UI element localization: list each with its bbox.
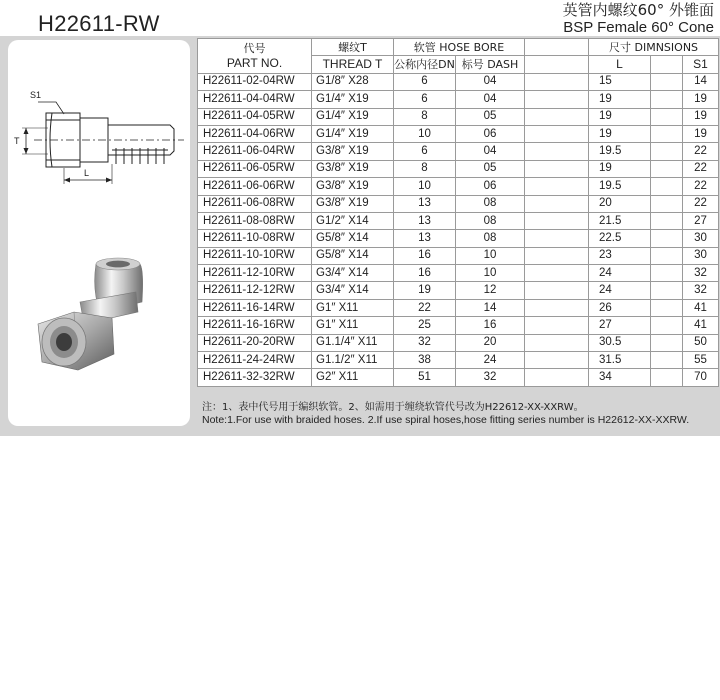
cell-blank bbox=[525, 369, 589, 386]
cell-blank bbox=[525, 230, 589, 247]
cell-blank bbox=[525, 160, 589, 177]
cell-blank bbox=[525, 212, 589, 229]
cell-thread: G1.1/2″ X11 bbox=[312, 352, 394, 369]
cell-bore-dash: 08 bbox=[456, 212, 525, 229]
cell-thread: G1″ X11 bbox=[312, 317, 394, 334]
table-row bbox=[198, 195, 719, 212]
table-row bbox=[198, 73, 719, 90]
cell-part-no: H22611-06-05RW bbox=[198, 160, 312, 177]
table-row bbox=[198, 160, 719, 177]
header-thread-en: THREAD T bbox=[312, 56, 394, 73]
cell-thread: G3/8″ X19 bbox=[312, 178, 394, 195]
cell-blank bbox=[651, 125, 683, 142]
cell-blank bbox=[651, 317, 683, 334]
cell-bore-dn: 10 bbox=[394, 125, 456, 142]
cell-blank bbox=[651, 230, 683, 247]
cell-bore-dash: 04 bbox=[456, 143, 525, 160]
cell-dim-s1: 30 bbox=[683, 247, 719, 264]
cell-blank bbox=[525, 125, 589, 142]
cell-bore-dash: 08 bbox=[456, 195, 525, 212]
cell-dim-l: 19 bbox=[589, 125, 651, 142]
cell-thread: G3/8″ X19 bbox=[312, 195, 394, 212]
cell-bore-dash: 06 bbox=[456, 125, 525, 142]
cell-dim-s1: 41 bbox=[683, 317, 719, 334]
cell-part-no: H22611-32-32RW bbox=[198, 369, 312, 386]
cell-bore-dash: 10 bbox=[456, 265, 525, 282]
cell-bore-dn: 51 bbox=[394, 369, 456, 386]
label-l: L bbox=[84, 168, 90, 178]
header-part-cn: 代号 bbox=[243, 41, 266, 55]
cell-bore-dn: 8 bbox=[394, 160, 456, 177]
table-row bbox=[198, 212, 719, 229]
cell-blank bbox=[525, 73, 589, 90]
cell-part-no: H22611-06-06RW bbox=[198, 178, 312, 195]
cell-dim-s1: 30 bbox=[683, 230, 719, 247]
cell-part-no: H22611-08-08RW bbox=[198, 212, 312, 229]
header-blank-1 bbox=[525, 39, 589, 56]
cell-dim-l: 24 bbox=[589, 265, 651, 282]
cell-bore-dash: 20 bbox=[456, 334, 525, 351]
cell-dim-s1: 70 bbox=[683, 369, 719, 386]
footnote-cn: 注：1、表中代号用于编织软管。2、如需用于缠绕软管代号改为H22612-XX-XXRW。 bbox=[202, 402, 584, 413]
cell-bore-dash: 05 bbox=[456, 160, 525, 177]
cell-thread: G1/4″ X19 bbox=[312, 91, 394, 108]
fitting-photo bbox=[8, 250, 190, 426]
table-row bbox=[198, 369, 719, 386]
cell-bore-dash: 14 bbox=[456, 299, 525, 316]
cell-dim-l: 15 bbox=[589, 73, 651, 90]
table-row bbox=[198, 282, 719, 299]
cell-dim-l: 30.5 bbox=[589, 334, 651, 351]
cell-blank bbox=[651, 143, 683, 160]
header-part-no bbox=[198, 39, 312, 74]
header-hose-bore: 软管 HOSE BORE bbox=[394, 39, 525, 56]
cell-blank bbox=[651, 334, 683, 351]
cell-part-no: H22611-02-04RW bbox=[198, 73, 312, 90]
table-row bbox=[198, 247, 719, 264]
cell-dim-l: 19.5 bbox=[589, 178, 651, 195]
cell-dim-l: 20 bbox=[589, 195, 651, 212]
cell-dim-s1: 27 bbox=[683, 212, 719, 229]
cell-thread: G1/4″ X19 bbox=[312, 108, 394, 125]
subtitle-english: BSP Female 60° Cone bbox=[563, 19, 714, 36]
spec-table-container bbox=[197, 38, 718, 387]
cell-bore-dn: 16 bbox=[394, 265, 456, 282]
cell-blank bbox=[651, 178, 683, 195]
cell-dim-l: 24 bbox=[589, 282, 651, 299]
table-row bbox=[198, 265, 719, 282]
cell-bore-dn: 25 bbox=[394, 317, 456, 334]
header-dim-s1: S1 bbox=[683, 56, 719, 73]
header-bore-dn: 公称内径DN bbox=[394, 56, 456, 73]
cell-bore-dn: 19 bbox=[394, 282, 456, 299]
table-row bbox=[198, 299, 719, 316]
cell-blank bbox=[525, 91, 589, 108]
subtitle-chinese: 英管内螺纹60° 外锥面 bbox=[562, 1, 714, 19]
cell-part-no: H22611-04-06RW bbox=[198, 125, 312, 142]
header-blank-3 bbox=[651, 56, 683, 73]
cell-dim-s1: 22 bbox=[683, 195, 719, 212]
label-s1: S1 bbox=[30, 90, 42, 100]
spec-table bbox=[197, 38, 719, 387]
cell-dim-l: 26 bbox=[589, 299, 651, 316]
footnote-en: Note:1.For use with braided hoses. 2.If use spiral hoses,hose fitting series number is H22612-XX-XXRW. bbox=[202, 414, 690, 426]
cell-bore-dash: 06 bbox=[456, 178, 525, 195]
cell-part-no: H22611-04-04RW bbox=[198, 91, 312, 108]
cell-thread: G2″ X11 bbox=[312, 369, 394, 386]
cell-blank bbox=[651, 299, 683, 316]
label-t: T bbox=[14, 136, 20, 146]
cell-bore-dn: 8 bbox=[394, 108, 456, 125]
cell-dim-l: 19 bbox=[589, 160, 651, 177]
cell-blank bbox=[651, 91, 683, 108]
cell-blank bbox=[651, 108, 683, 125]
cell-blank bbox=[651, 212, 683, 229]
cell-bore-dash: 12 bbox=[456, 282, 525, 299]
table-row bbox=[198, 143, 719, 160]
cell-thread: G1.1/4″ X11 bbox=[312, 334, 394, 351]
cell-part-no: H22611-10-10RW bbox=[198, 247, 312, 264]
cell-bore-dn: 13 bbox=[394, 212, 456, 229]
cell-blank bbox=[651, 73, 683, 90]
cell-blank bbox=[651, 160, 683, 177]
cell-dim-s1: 22 bbox=[683, 178, 719, 195]
fitting-drawing bbox=[8, 40, 190, 200]
cell-blank bbox=[651, 247, 683, 264]
table-row bbox=[198, 108, 719, 125]
cell-bore-dn: 38 bbox=[394, 352, 456, 369]
header-blank-2 bbox=[525, 56, 589, 73]
footnote bbox=[202, 401, 689, 427]
cell-part-no: H22611-12-12RW bbox=[198, 282, 312, 299]
cell-dim-l: 27 bbox=[589, 317, 651, 334]
cell-dim-l: 34 bbox=[589, 369, 651, 386]
header-bore-dash: 标号 DASH bbox=[456, 56, 525, 73]
cell-part-no: H22611-20-20RW bbox=[198, 334, 312, 351]
cell-thread: G3/8″ X19 bbox=[312, 160, 394, 177]
cell-thread: G1/4″ X19 bbox=[312, 125, 394, 142]
cell-blank bbox=[525, 265, 589, 282]
header-dim-l: L bbox=[589, 56, 651, 73]
table-row bbox=[198, 317, 719, 334]
cell-dim-l: 23 bbox=[589, 247, 651, 264]
cell-thread: G3/4″ X14 bbox=[312, 282, 394, 299]
table-row bbox=[198, 230, 719, 247]
cell-blank bbox=[525, 108, 589, 125]
table-row bbox=[198, 125, 719, 142]
cell-blank bbox=[525, 143, 589, 160]
cell-blank bbox=[651, 265, 683, 282]
cell-blank bbox=[525, 178, 589, 195]
cell-dim-s1: 22 bbox=[683, 143, 719, 160]
cell-blank bbox=[651, 352, 683, 369]
cell-part-no: H22611-06-08RW bbox=[198, 195, 312, 212]
table-row bbox=[198, 178, 719, 195]
cell-blank bbox=[651, 195, 683, 212]
cell-bore-dn: 6 bbox=[394, 73, 456, 90]
cell-thread: G3/4″ X14 bbox=[312, 265, 394, 282]
cell-blank bbox=[651, 369, 683, 386]
cell-bore-dn: 6 bbox=[394, 143, 456, 160]
header-dimensions: 尺寸 DIMNSIONS bbox=[589, 39, 719, 56]
cell-thread: G5/8″ X14 bbox=[312, 247, 394, 264]
cell-dim-l: 22.5 bbox=[589, 230, 651, 247]
page-title: H22611-RW bbox=[38, 11, 160, 36]
cell-blank bbox=[525, 334, 589, 351]
cell-bore-dn: 10 bbox=[394, 178, 456, 195]
cell-blank bbox=[525, 299, 589, 316]
cell-bore-dn: 13 bbox=[394, 195, 456, 212]
cell-bore-dash: 24 bbox=[456, 352, 525, 369]
cell-part-no: H22611-04-05RW bbox=[198, 108, 312, 125]
cell-dim-l: 19.5 bbox=[589, 143, 651, 160]
cell-dim-s1: 32 bbox=[683, 282, 719, 299]
cell-bore-dash: 05 bbox=[456, 108, 525, 125]
cell-dim-s1: 19 bbox=[683, 91, 719, 108]
cell-bore-dn: 16 bbox=[394, 247, 456, 264]
cell-dim-s1: 14 bbox=[683, 73, 719, 90]
cell-thread: G3/8″ X19 bbox=[312, 143, 394, 160]
cell-dim-s1: 32 bbox=[683, 265, 719, 282]
cell-dim-l: 19 bbox=[589, 108, 651, 125]
cell-part-no: H22611-16-14RW bbox=[198, 299, 312, 316]
spec-table-body bbox=[198, 73, 719, 386]
table-row bbox=[198, 352, 719, 369]
cell-bore-dn: 32 bbox=[394, 334, 456, 351]
cell-part-no: H22611-10-08RW bbox=[198, 230, 312, 247]
cell-part-no: H22611-16-16RW bbox=[198, 317, 312, 334]
cell-bore-dash: 04 bbox=[456, 73, 525, 90]
cell-thread: G1″ X11 bbox=[312, 299, 394, 316]
cell-thread: G1/8″ X28 bbox=[312, 73, 394, 90]
cell-dim-s1: 55 bbox=[683, 352, 719, 369]
cell-blank bbox=[525, 195, 589, 212]
product-subtitle bbox=[563, 2, 714, 36]
cell-dim-s1: 19 bbox=[683, 108, 719, 125]
table-row bbox=[198, 334, 719, 351]
cell-bore-dash: 32 bbox=[456, 369, 525, 386]
cell-blank bbox=[525, 282, 589, 299]
cell-thread: G1/2″ X14 bbox=[312, 212, 394, 229]
cell-blank bbox=[525, 247, 589, 264]
cell-blank bbox=[525, 317, 589, 334]
cell-part-no: H22611-06-04RW bbox=[198, 143, 312, 160]
cell-blank bbox=[525, 352, 589, 369]
cell-thread: G5/8″ X14 bbox=[312, 230, 394, 247]
cell-part-no: H22611-12-10RW bbox=[198, 265, 312, 282]
cell-dim-l: 19 bbox=[589, 91, 651, 108]
cell-bore-dn: 6 bbox=[394, 91, 456, 108]
cell-bore-dn: 22 bbox=[394, 299, 456, 316]
header-part-en: PART NO. bbox=[226, 55, 283, 70]
cell-bore-dn: 13 bbox=[394, 230, 456, 247]
table-row bbox=[198, 91, 719, 108]
cell-blank bbox=[651, 282, 683, 299]
cell-bore-dash: 16 bbox=[456, 317, 525, 334]
cell-part-no: H22611-24-24RW bbox=[198, 352, 312, 369]
cell-dim-l: 21.5 bbox=[589, 212, 651, 229]
cell-dim-s1: 50 bbox=[683, 334, 719, 351]
cell-dim-s1: 19 bbox=[683, 125, 719, 142]
cell-bore-dash: 04 bbox=[456, 91, 525, 108]
cell-dim-s1: 22 bbox=[683, 160, 719, 177]
cell-bore-dash: 10 bbox=[456, 247, 525, 264]
cell-dim-s1: 41 bbox=[683, 299, 719, 316]
cell-bore-dash: 08 bbox=[456, 230, 525, 247]
cell-dim-l: 31.5 bbox=[589, 352, 651, 369]
header-thread-cn: 螺纹T bbox=[312, 39, 394, 56]
